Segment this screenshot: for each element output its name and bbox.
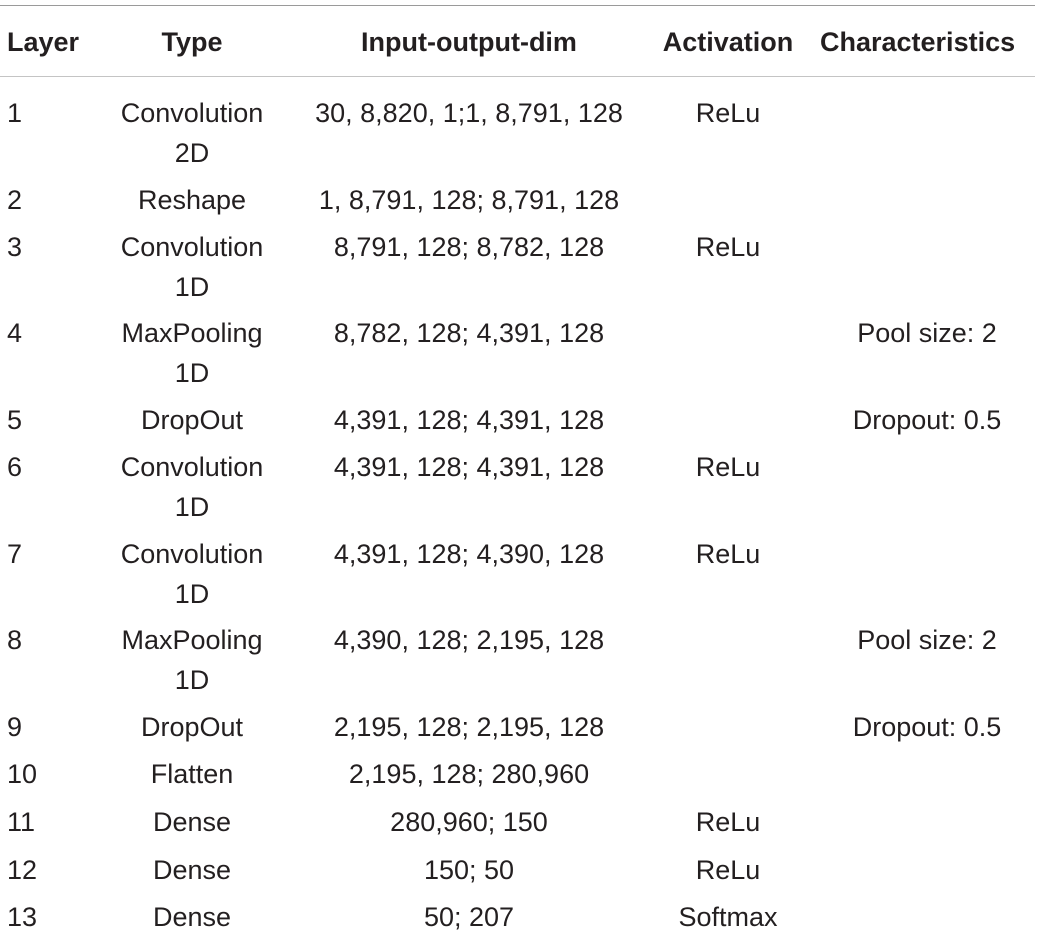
row-layer-number: 13 [7, 902, 38, 932]
row-input-output-dim: 1, 8,791, 128; 8,791, 128 [318, 185, 620, 215]
row-layer-number: 4 [7, 318, 23, 348]
header-layer: Layer [7, 27, 80, 57]
row-type: DropOut [140, 712, 244, 742]
row-activation: ReLu [695, 452, 761, 482]
row-input-output-dim: 4,391, 128; 4,391, 128 [333, 452, 605, 482]
row-type: MaxPooling [121, 318, 263, 348]
header-characteristics: Characteristics [820, 27, 1016, 57]
row-activation: ReLu [695, 98, 761, 128]
row-type: Dense [152, 807, 232, 837]
row-type-suffix: 1D [174, 358, 210, 388]
header-activation: Activation [662, 27, 794, 57]
row-type-suffix: 2D [174, 138, 210, 168]
row-layer-number: 11 [7, 807, 36, 837]
row-type: Convolution [120, 98, 264, 128]
row-layer-number: 1 [7, 98, 23, 128]
row-layer-number: 6 [7, 452, 23, 482]
row-type-suffix: 1D [174, 272, 210, 302]
row-layer-number: 2 [7, 185, 23, 215]
row-input-output-dim: 150; 50 [423, 855, 515, 885]
row-input-output-dim: 4,391, 128; 4,391, 128 [333, 405, 605, 435]
row-type: Dense [152, 855, 232, 885]
row-input-output-dim: 280,960; 150 [390, 807, 548, 837]
row-type: Reshape [137, 185, 247, 215]
row-layer-number: 12 [7, 855, 38, 885]
row-activation: ReLu [695, 232, 761, 262]
row-input-output-dim: 30, 8,820, 1;1, 8,791, 128 [315, 98, 623, 128]
row-type: DropOut [140, 405, 244, 435]
row-activation: ReLu [695, 807, 761, 837]
row-type: Convolution [120, 452, 264, 482]
row-input-output-dim: 4,391, 128; 4,390, 128 [333, 539, 605, 569]
header-type: Type [161, 27, 223, 57]
row-characteristics: Pool size: 2 [857, 318, 997, 348]
row-input-output-dim: 4,390, 128; 2,195, 128 [333, 625, 605, 655]
table-top-rule [0, 5, 1035, 6]
row-layer-number: 8 [7, 625, 23, 655]
row-layer-number: 7 [7, 539, 23, 569]
row-type: Convolution [120, 539, 264, 569]
row-type: Convolution [120, 232, 264, 262]
row-activation: ReLu [695, 539, 761, 569]
row-layer-number: 9 [7, 712, 23, 742]
row-type: Flatten [150, 759, 234, 789]
row-type: Dense [152, 902, 232, 932]
row-layer-number: 10 [7, 759, 38, 789]
row-type-suffix: 1D [174, 492, 210, 522]
row-characteristics: Dropout: 0.5 [852, 405, 1002, 435]
row-input-output-dim: 2,195, 128; 2,195, 128 [333, 712, 605, 742]
row-type-suffix: 1D [174, 665, 210, 695]
row-activation: ReLu [695, 855, 761, 885]
row-input-output-dim: 8,791, 128; 8,782, 128 [333, 232, 605, 262]
row-characteristics: Dropout: 0.5 [852, 712, 1002, 742]
row-type-suffix: 1D [174, 579, 210, 609]
row-input-output-dim: 50; 207 [423, 902, 515, 932]
row-input-output-dim: 2,195, 128; 280,960 [348, 759, 590, 789]
header-divider-rule [0, 76, 1035, 77]
header-input-output-dim: Input-output-dim [361, 27, 577, 57]
row-type: MaxPooling [121, 625, 263, 655]
row-activation: Softmax [678, 902, 778, 932]
row-layer-number: 5 [7, 405, 23, 435]
row-layer-number: 3 [7, 232, 23, 262]
row-characteristics: Pool size: 2 [857, 625, 997, 655]
row-input-output-dim: 8,782, 128; 4,391, 128 [333, 318, 605, 348]
